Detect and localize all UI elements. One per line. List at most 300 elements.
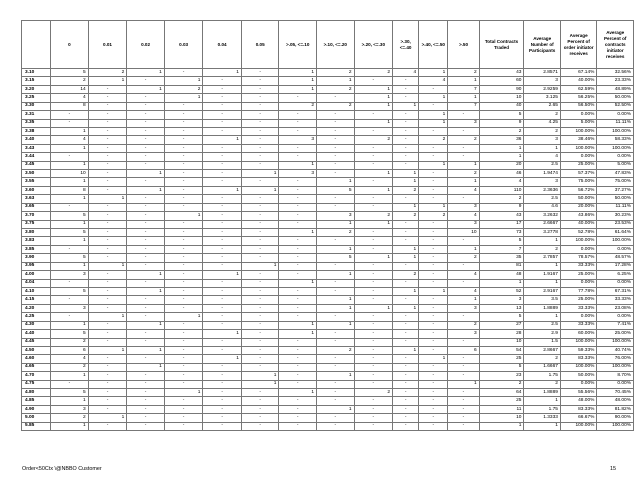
table-cell: - [127,212,165,220]
table-cell: - [448,338,479,346]
table-cell: 5 [51,287,89,295]
column-header: >.30, <=.40 [393,21,419,69]
table-cell: 1 [479,153,524,161]
table-cell: 10 [448,229,479,237]
table-cell: - [241,94,279,102]
table-cell: 2 [164,85,203,93]
table-cell: - [393,136,419,144]
table-cell: 1 [354,220,393,228]
table-cell: 1 [203,69,242,77]
table-cell: - [203,262,242,270]
table-cell: 2 [51,363,89,371]
table-cell: 1 [203,186,242,194]
table-row [22,195,634,203]
table-cell: 1 [88,346,127,354]
table-cell: - [164,363,203,371]
table-cell: - [317,279,355,287]
table-cell: 7.41% [597,321,634,329]
table-cell: 0.00% [560,313,596,321]
table-cell: - [88,186,127,194]
table-cell: - [419,127,448,135]
table-cell: - [164,422,203,430]
table-cell: 6 [51,346,89,354]
table-cell: - [164,262,203,270]
table-cell: 1 [279,279,317,287]
table-cell: 1 [354,304,393,312]
table-cell: - [279,237,317,245]
table-cell: 83.33% [560,355,596,363]
row-label: 3.35 [22,119,51,127]
table-cell: 1 [88,313,127,321]
table-cell: - [127,136,165,144]
row-label: 3.40 [22,136,51,144]
table-cell: - [393,372,419,380]
table-cell: 2 [419,212,448,220]
table-cell: 5 [51,212,89,220]
table-row [22,321,634,329]
table-cell: 1 [354,94,393,102]
table-cell: 8 [51,186,89,194]
table-cell: 3 [51,271,89,279]
table-cell: 100.00% [560,422,596,430]
table-cell: 17.28% [597,262,634,270]
table-cell: 25 [479,397,524,405]
table-cell: - [317,355,355,363]
table-cell: - [393,330,419,338]
table-cell: 2 [393,271,419,279]
table-cell: - [88,304,127,312]
table-cell: 25.00% [597,330,634,338]
page-number: 15 [610,466,616,472]
table-cell: - [88,389,127,397]
table-cell: - [127,119,165,127]
row-label: 3.83 [22,237,51,245]
table-cell: 100.00% [597,237,634,245]
table-cell: - [448,397,479,405]
row-label: 5.00 [22,414,51,422]
table-cell: 1 [393,287,419,295]
table-cell: - [164,279,203,287]
table-cell: 50.00% [560,372,596,380]
table-cell: 1 [127,170,165,178]
table-cell: - [203,237,242,245]
row-label: 3.55 [22,178,51,186]
table-cell: - [393,220,419,228]
row-label: 3.15 [22,77,51,85]
table-cell: 48.89% [597,85,634,93]
row-label: 3.25 [22,94,51,102]
table-cell: 2 [317,346,355,354]
table-cell: - [51,296,89,304]
table-cell: - [127,161,165,169]
table-cell: 1 [317,296,355,304]
table-cell: 46 [479,170,524,178]
table-cell: - [393,355,419,363]
table-cell: - [164,287,203,295]
table-cell: - [164,271,203,279]
table-cell: - [241,313,279,321]
table-cell: - [279,372,317,380]
table-cell: - [203,229,242,237]
table-cell: 2 [317,229,355,237]
table-cell: - [51,245,89,253]
table-cell: - [203,195,242,203]
table-cell: - [354,422,393,430]
table-cell: 1.3333 [524,414,560,422]
table-cell: - [419,220,448,228]
table-cell: - [279,355,317,363]
table-cell: 23.33% [597,77,634,85]
table-cell: 1 [317,271,355,279]
table-cell: 4 [51,355,89,363]
table-cell: - [203,397,242,405]
table-cell: - [393,422,419,430]
table-cell: 83.33% [560,405,596,413]
table-cell: - [127,127,165,135]
table-cell: 1 [51,178,89,186]
row-label: 4.85 [22,397,51,405]
table-cell: - [241,245,279,253]
table-cell: 10 [479,414,524,422]
table-cell: - [241,229,279,237]
table-cell: 8 [51,102,89,110]
table-cell: - [393,389,419,397]
table-cell: - [203,372,242,380]
table-cell: - [354,287,393,295]
table-cell: 2 [479,380,524,388]
table-cell: 3 [448,330,479,338]
table-cell: 1 [279,69,317,77]
table-cell: - [127,380,165,388]
table-cell: - [88,144,127,152]
table-cell: 1 [317,220,355,228]
row-label: 4.04 [22,279,51,287]
table-cell: 1 [317,372,355,380]
table-cell: - [354,203,393,211]
table-cell: - [419,245,448,253]
table-cell: 1 [393,346,419,354]
row-label: 4.60 [22,355,51,363]
table-cell: - [393,338,419,346]
table-cell: - [203,245,242,253]
table-cell: - [164,203,203,211]
table-cell: 100.00% [560,127,596,135]
table-cell: 2 [354,389,393,397]
table-cell: 0.00% [597,245,634,253]
table-cell: 9 [479,119,524,127]
table-cell: - [317,161,355,169]
table-cell: - [448,153,479,161]
table-cell: - [164,372,203,380]
table-cell: 0.00% [560,279,596,287]
table-cell: 1 [279,77,317,85]
table-cell: 2.5 [524,195,560,203]
table-cell: 40.00% [560,77,596,85]
table-cell: 3.2632 [524,212,560,220]
table-cell: - [88,127,127,135]
table-cell: - [354,321,393,329]
table-cell: - [241,355,279,363]
table-row [22,203,634,211]
table-cell: - [203,203,242,211]
table-cell: - [88,321,127,329]
table-cell: - [164,321,203,329]
table-row [22,330,634,338]
table-cell: 2.8667 [524,346,560,354]
table-cell: - [279,422,317,430]
table-cell: 1 [127,271,165,279]
table-cell: - [393,321,419,329]
table-cell: 1 [354,254,393,262]
table-cell: 1 [419,111,448,119]
table-cell: - [419,102,448,110]
table-row [22,422,634,430]
table-cell: 2 [524,245,560,253]
table-cell: 1 [354,102,393,110]
table-cell: 1 [241,262,279,270]
table-cell: 5 [51,389,89,397]
table-cell: - [127,94,165,102]
table-cell: 1 [51,321,89,329]
table-cell: 1 [88,262,127,270]
table-cell: - [354,338,393,346]
table-cell: 1 [524,313,560,321]
table-cell: - [317,170,355,178]
table-cell: 1 [203,355,242,363]
table-cell: - [164,397,203,405]
row-label: 3.44 [22,153,51,161]
table-cell: - [354,237,393,245]
table-cell: - [88,229,127,237]
table-cell: - [279,178,317,186]
table-cell: 2 [448,254,479,262]
row-label: 3.60 [22,186,51,194]
table-cell: 0.00% [597,313,634,321]
table-cell: 23.08% [597,304,634,312]
table-cell: 5 [479,363,524,371]
row-label: 5.85 [22,422,51,430]
table-cell: 20.00% [560,203,596,211]
table-cell: - [241,127,279,135]
table-cell: - [279,119,317,127]
table-cell: 4 [393,69,419,77]
table-cell: - [88,178,127,186]
table-cell: - [127,397,165,405]
table-cell: - [241,330,279,338]
table-cell: 100.00% [597,338,634,346]
table-cell: - [203,287,242,295]
table-cell: 1 [51,397,89,405]
table-cell: 3 [479,296,524,304]
table-cell: - [164,111,203,119]
table-cell: 81 [479,262,524,270]
table-cell: 48.00% [597,397,634,405]
table-row [22,178,634,186]
row-label: 3.70 [22,212,51,220]
table-cell: - [419,237,448,245]
table-cell: - [393,262,419,270]
table-cell: - [393,119,419,127]
table-cell: 3 [279,136,317,144]
table-cell: 1 [203,136,242,144]
table-cell: - [88,85,127,93]
table-cell: - [241,304,279,312]
table-cell: 1 [51,262,89,270]
table-cell: 1 [419,161,448,169]
table-cell: 47.83% [597,170,634,178]
table-cell: 2 [51,338,89,346]
table-body [22,69,634,431]
table-cell: 1 [524,397,560,405]
row-label: 3.30 [22,102,51,110]
table-cell: 0.00% [560,153,596,161]
table-cell: - [203,363,242,371]
table-cell: - [88,220,127,228]
table-cell: - [241,85,279,93]
table-cell: 1 [164,94,203,102]
table-cell: 5 [317,186,355,194]
table-cell: - [241,102,279,110]
table-row [22,363,634,371]
table-cell: 5 [479,313,524,321]
table-cell: 1 [393,304,419,312]
table-cell: - [419,321,448,329]
table-cell: - [279,363,317,371]
table-cell: 50.00% [597,195,634,203]
table-cell: 0.00% [560,380,596,388]
table-cell: - [241,279,279,287]
table-cell: - [419,262,448,270]
table-cell: 4 [448,186,479,194]
row-label: 4.15 [22,296,51,304]
table-cell: - [279,405,317,413]
table-cell: 1 [419,94,448,102]
table-cell: - [354,397,393,405]
table-cell: - [354,77,393,85]
table-cell: - [51,119,89,127]
table-cell: - [127,355,165,363]
table-cell: - [127,279,165,287]
table-cell: - [317,262,355,270]
table-cell: - [241,346,279,354]
column-header: 0.03 [164,21,203,69]
table-cell: - [241,220,279,228]
table-row [22,254,634,262]
table-cell: 100.00% [560,363,596,371]
table-cell: 77.78% [560,287,596,295]
table-cell: 33.33% [597,296,634,304]
table-cell: - [419,422,448,430]
table-cell: 2 [524,355,560,363]
table-cell: 0.00% [597,279,634,287]
table-cell: 1 [419,69,448,77]
table-cell: - [164,254,203,262]
table-cell: - [164,161,203,169]
table-cell: - [419,363,448,371]
table-cell: - [88,245,127,253]
table-cell: - [279,245,317,253]
table-row [22,136,634,144]
table-cell: 3 [448,203,479,211]
table-cell: 0.00% [597,111,634,119]
table-cell: - [279,271,317,279]
table-cell: - [203,405,242,413]
table-cell: - [127,254,165,262]
table-cell: - [393,380,419,388]
table-cell: 56.72% [560,186,596,194]
table-cell: 25.00% [560,296,596,304]
row-label: 4.25 [22,313,51,321]
table-row [22,405,634,413]
table-cell: - [241,414,279,422]
table-cell: 0.00% [560,245,596,253]
table-cell: - [241,153,279,161]
table-row [22,346,634,354]
table-cell: 4.6 [524,203,560,211]
table-cell: - [393,195,419,203]
table-cell: 1 [317,321,355,329]
table-cell: 2 [524,380,560,388]
table-cell: - [354,271,393,279]
table-cell: 1.75 [524,405,560,413]
header-row [22,21,634,69]
table-cell: 1 [279,229,317,237]
table-cell: - [127,153,165,161]
table-cell: - [241,338,279,346]
table-cell: - [88,296,127,304]
table-cell: - [317,389,355,397]
table-cell: - [448,389,479,397]
table-cell: - [164,136,203,144]
table-cell: 5 [51,330,89,338]
table-cell: - [164,346,203,354]
table-cell: - [419,229,448,237]
table-cell: 1 [524,237,560,245]
table-cell: - [127,195,165,203]
table-cell: 1 [448,245,479,253]
table-cell: - [241,389,279,397]
table-cell: 61.64% [597,229,634,237]
table-cell: 2 [524,127,560,135]
row-label: 4.30 [22,321,51,329]
table-cell: - [203,220,242,228]
table-cell: - [354,363,393,371]
table-cell: 1 [51,220,89,228]
table-cell: - [354,262,393,270]
table-cell: - [448,313,479,321]
table-cell: 1 [317,245,355,253]
column-header: >.20, <=.30 [354,21,393,69]
table-cell: 1 [279,161,317,169]
table-cell: 3 [448,119,479,127]
table-cell: 81.82% [597,405,634,413]
table-cell: 1 [354,186,393,194]
column-header [22,21,51,69]
row-label: 4.75 [22,380,51,388]
table-cell: 2.9 [524,330,560,338]
table-cell: 1 [164,313,203,321]
column-header: >.50 [448,21,479,69]
table-cell: - [419,372,448,380]
table-cell: - [164,380,203,388]
table-cell: - [419,380,448,388]
table-row [22,186,634,194]
table-cell: 2 [393,186,419,194]
table-cell: 2 [448,136,479,144]
table-cell: 5 [479,111,524,119]
table-cell: - [419,304,448,312]
table-cell: 1 [279,389,317,397]
